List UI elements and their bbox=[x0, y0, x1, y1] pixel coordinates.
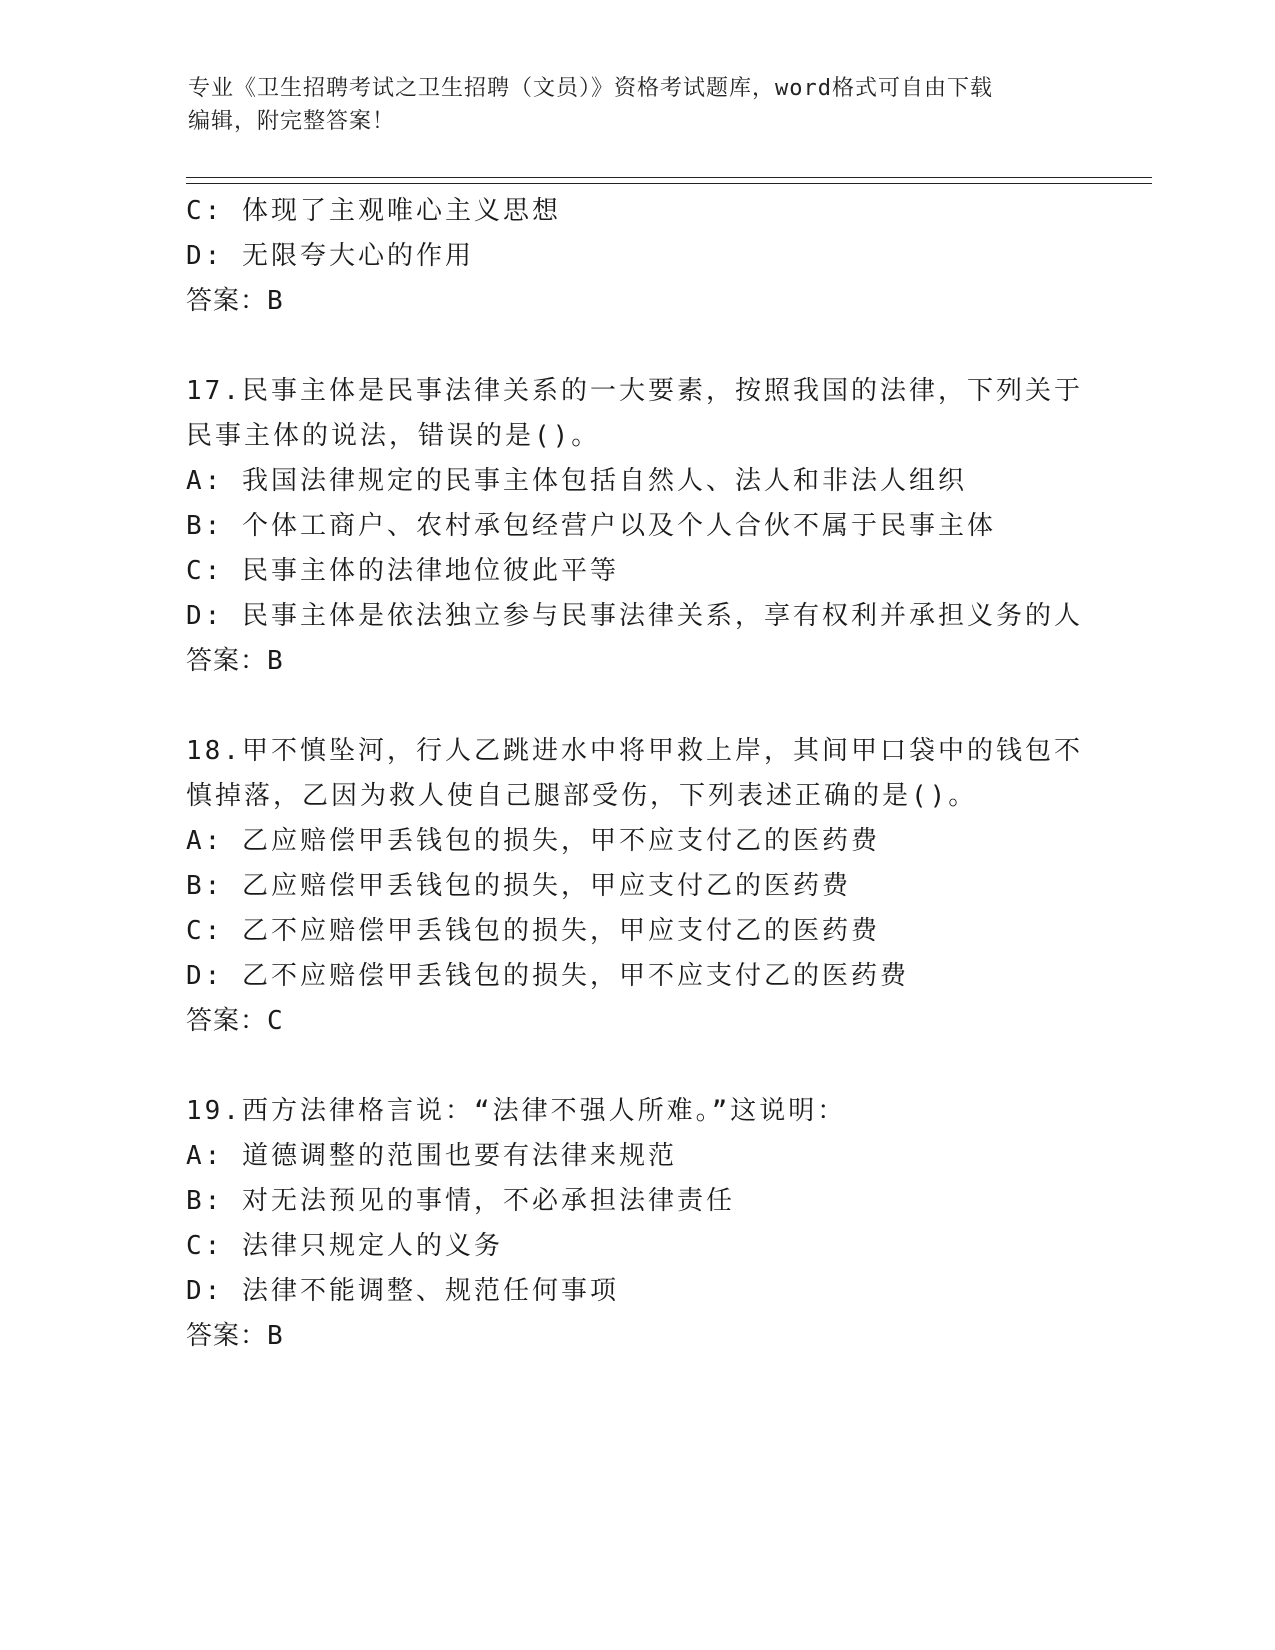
option-c: C: 体现了主观唯心主义思想 bbox=[186, 196, 561, 226]
answer-label: 答案： bbox=[186, 646, 268, 676]
question-18-answer bbox=[186, 1004, 284, 1038]
question-17-stem-line-2: 民事主体的说法，错误的是()。 bbox=[186, 421, 601, 451]
question-17-option-c: C: 民事主体的法律地位彼此平等 bbox=[186, 556, 619, 586]
question-17-option-a: A: 我国法律规定的民事主体包括自然人、法人和非法人组织 bbox=[186, 466, 967, 496]
question-18-stem-line-1: 18.甲不慎坠河，行人乙跳进水中将甲救上岸，其间甲口袋中的钱包不 bbox=[186, 736, 1083, 766]
option-d: D: 无限夸大心的作用 bbox=[186, 241, 474, 271]
document-header bbox=[188, 72, 1068, 138]
answer-line bbox=[186, 284, 284, 318]
header-divider-top bbox=[186, 177, 1152, 178]
answer-value: B bbox=[267, 1321, 284, 1351]
question-19-answer bbox=[186, 1319, 284, 1353]
header-line-1: 专业《卫生招聘考试之卫生招聘（文员）》资格考试题库，word格式可自由下载 bbox=[188, 76, 993, 101]
question-17-stem-line-1: 17.民事主体是民事法律关系的一大要素，按照我国的法律，下列关于 bbox=[186, 376, 1083, 406]
question-19-option-a: A: 道德调整的范围也要有法律来规范 bbox=[186, 1141, 677, 1171]
header-line-2: 编辑，附完整答案！ bbox=[188, 109, 396, 134]
answer-value: C bbox=[267, 1006, 284, 1036]
question-18-stem-line-2: 慎掉落，乙因为救人使自己腿部受伤，下列表述正确的是()。 bbox=[186, 781, 978, 811]
question-18-option-a: A: 乙应赔偿甲丢钱包的损失，甲不应支付乙的医药费 bbox=[186, 826, 880, 856]
answer-value: B bbox=[267, 286, 284, 316]
question-19-stem-line-1: 19.西方法律格言说：“法律不强人所难。”这说明： bbox=[186, 1096, 847, 1126]
question-19-option-b: B: 对无法预见的事情，不必承担法律责任 bbox=[186, 1186, 735, 1216]
question-18-option-b: B: 乙应赔偿甲丢钱包的损失，甲应支付乙的医药费 bbox=[186, 871, 851, 901]
answer-value: B bbox=[267, 646, 284, 676]
question-19-option-d: D: 法律不能调整、规范任何事项 bbox=[186, 1276, 619, 1306]
question-18-option-c: C: 乙不应赔偿甲丢钱包的损失，甲应支付乙的医药费 bbox=[186, 916, 880, 946]
header-divider-bottom bbox=[186, 183, 1152, 184]
question-18-option-d: D: 乙不应赔偿甲丢钱包的损失，甲不应支付乙的医药费 bbox=[186, 961, 909, 991]
question-17-option-d: D: 民事主体是依法独立参与民事法律关系，享有权利并承担义务的人 bbox=[186, 601, 1083, 631]
question-19-option-c: C: 法律只规定人的义务 bbox=[186, 1231, 503, 1261]
answer-label: 答案： bbox=[186, 1321, 268, 1351]
answer-label: 答案： bbox=[186, 286, 268, 316]
answer-label: 答案： bbox=[186, 1006, 268, 1036]
question-17-answer bbox=[186, 644, 284, 678]
question-17-option-b: B: 个体工商户、农村承包经营户以及个人合伙不属于民事主体 bbox=[186, 511, 996, 541]
